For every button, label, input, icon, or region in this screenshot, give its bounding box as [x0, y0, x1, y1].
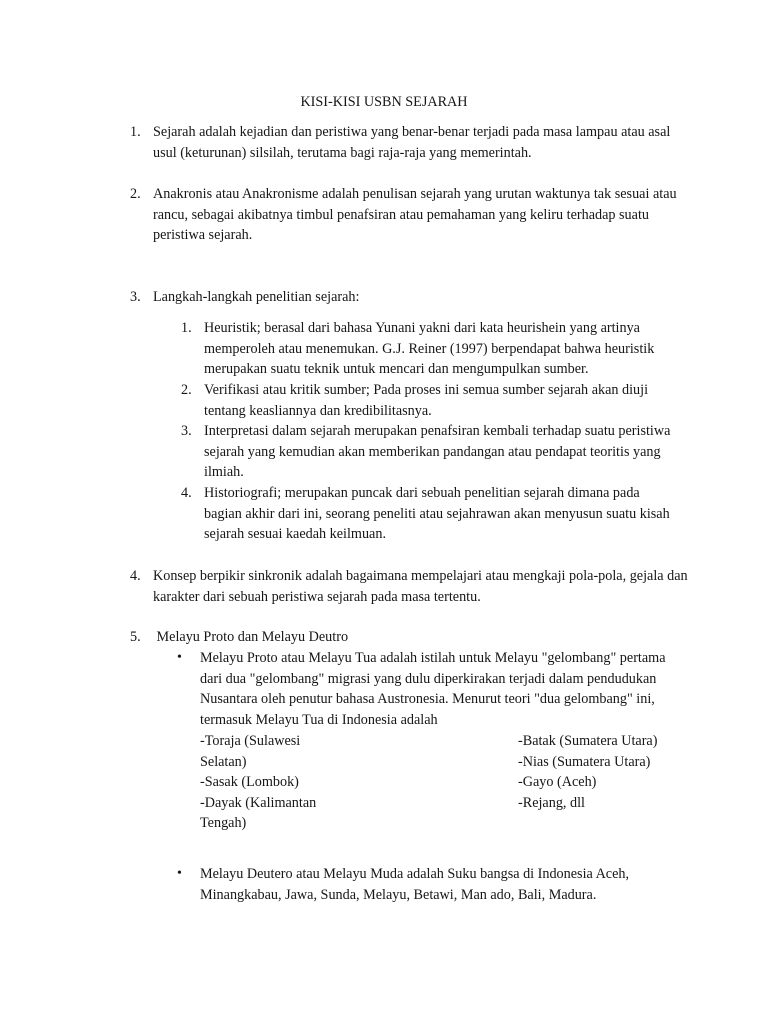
list-item-1 — [130, 122, 690, 163]
tribe-entry: -Gayo (Aceh) — [518, 774, 597, 791]
step-text: Historiografi; merupakan puncak dari sebuah penelitian sejarah dimana pada bagian akhir dari ini, seorang peneliti atau sejahrawan akan menyusun suatu kisah sejarah sesuai kaedah keilmuan. — [204, 485, 670, 543]
tribe-column-right — [518, 731, 688, 813]
step-item-3 — [181, 421, 681, 483]
step-text: Heuristik; berasal dari bahasa Yunani yakni dari kata heurishein yang artinya memperoleh atau menemukan. G.J. Reiner (1997) berpendapat bahwa heuristik merupakan suatu teknik untuk mencari dan mengumpulkan sumber. — [204, 320, 655, 378]
step-number: 4. — [181, 485, 192, 501]
tribe-column-left — [200, 731, 340, 834]
bullet-text: Melayu Proto atau Melayu Tua adalah istilah untuk Melayu "gelombang" pertama dari dua "gelombang" migrasi yang dulu diperkirakan terjadi dalam pendudukan Nusantara oleh penutur bahasa Austronesia. Menurut teori "dua gelombang" ini, termasuk Melayu Tua di Indonesia adalah — [200, 650, 666, 728]
list-item-3 — [130, 287, 690, 308]
tribe-entry: -Sasak (Lombok) — [200, 774, 299, 791]
list-item-2 — [130, 184, 690, 246]
step-number: 2. — [181, 382, 192, 398]
list-number: 2. — [130, 186, 141, 202]
list-text: Langkah-langkah penelitian sejarah: — [153, 289, 360, 305]
bullet-text: Melayu Deutero atau Melayu Muda adalah Suku bangsa di Indonesia Aceh, Minangkabau, Jawa, Sunda, Melayu, Betawi, Man ado, Bali, Madura. — [200, 866, 630, 903]
step-number: 3. — [181, 423, 192, 439]
tribe-entry: -Dayak (Kalimantan — [200, 794, 317, 811]
step-text: Interpretasi dalam sejarah merupakan penafsiran kembali terhadap suatu peristiwa sejarah yang kemudian akan memberikan pandangan atau pendapat teoritis yang ilmiah. — [204, 423, 671, 481]
step-text: Verifikasi atau kritik sumber; Pada proses ini semua sumber sejarah akan diuji tentang keasliannya dan kredibilitasnya. — [204, 382, 649, 419]
bullet-item-deutero — [177, 864, 677, 905]
list-number: 3. — [130, 289, 141, 305]
tribe-entry: Selatan) — [200, 753, 247, 770]
tribe-entry: -Batak (Sumatera Utara) — [518, 733, 658, 749]
list-text: Konsep berpikir sinkronik adalah bagaimana mempelajari atau mengkaji pola-pola, gejala dan karakter dari sebuah peristiwa sejarah pada masa tertentu. — [153, 568, 688, 605]
tribe-entry: -Toraja (Sulawesi — [200, 733, 301, 749]
list-number: 1. — [130, 124, 141, 140]
tribe-entry: -Rejang, dll — [518, 794, 585, 811]
step-item-1 — [181, 318, 681, 380]
list-number: 5. — [130, 629, 141, 645]
tribe-entry: Tengah) — [200, 815, 247, 832]
step-item-4 — [181, 483, 681, 545]
step-number: 1. — [181, 320, 192, 336]
bullet-icon: • — [177, 866, 182, 881]
document-title: KISI-KISI USBN SEJARAH — [300, 94, 468, 110]
list-text: Sejarah adalah kejadian dan peristiwa yang benar-benar terjadi pada masa lampau atau asal usul (keturunan) silsilah, terutama bagi raja-raja yang memerintah. — [153, 124, 671, 161]
list-text: Anakronis atau Anakronisme adalah penulisan sejarah yang urutan waktunya tak sesuai atau rancu, sebagai akibatnya timbul penafsiran atau pemahaman yang keliru terhadap suatu peristiwa sejarah. — [153, 186, 677, 244]
bullet-item-proto — [177, 648, 677, 730]
list-item-4 — [130, 566, 690, 607]
list-text: Melayu Proto dan Melayu Deutro — [153, 629, 349, 645]
list-number: 4. — [130, 568, 141, 584]
bullet-icon: • — [177, 650, 182, 665]
list-item-5 — [130, 627, 690, 648]
tribe-entry: -Nias (Sumatera Utara) — [518, 753, 651, 770]
step-item-2 — [181, 380, 681, 421]
